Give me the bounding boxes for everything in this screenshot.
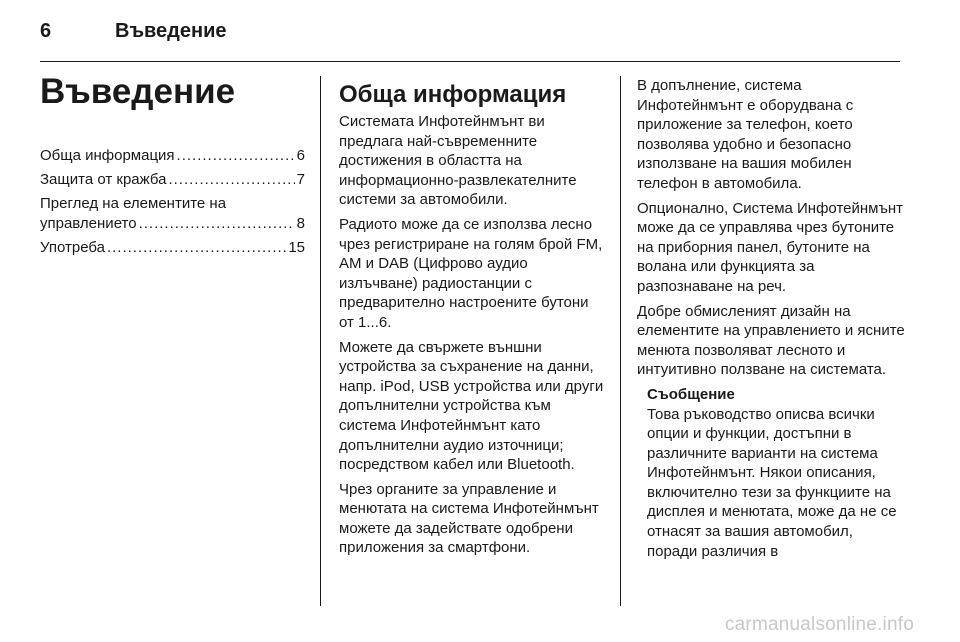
toc-page: 15 [288, 239, 305, 256]
page-number: 6 [40, 20, 52, 42]
toc-page: 6 [296, 147, 305, 164]
watermark: carmanualsonline.info [724, 614, 914, 635]
toc-entry-general-info[interactable] [40, 146, 305, 166]
toc-entry-controls-overview[interactable] [40, 194, 305, 234]
toc-leader-dots [139, 214, 295, 234]
toc-leader-dots [107, 238, 286, 258]
toc-label: Обща информация [40, 147, 175, 164]
note-box [647, 385, 907, 561]
toc-label-line1: Преглед на елементите на [40, 195, 227, 212]
section-column [339, 80, 607, 563]
paragraph: Опционално, Система Инфотейнмънт може да се управлява чрез бутоните на приборния панел, бутоните на волана или функцията за разпознаване на реч. [637, 199, 903, 295]
header-rule [40, 61, 900, 62]
toc-leader-dots [177, 146, 295, 166]
column-divider-right [620, 76, 621, 606]
toc-page: 8 [296, 215, 305, 232]
paragraph: Чрез органите за управление и менютата на система Инфотейнмънт можете да задействате одобрени приложения за смартфони. [339, 480, 599, 557]
toc-entry-usage[interactable] [40, 238, 305, 258]
table-of-contents [40, 146, 305, 262]
note-title: Съобщение [647, 385, 735, 403]
toc-label: управлението [40, 215, 137, 232]
toc-leader-dots [168, 170, 294, 190]
page-header [40, 16, 900, 52]
paragraph: Радиото може да се използва лесно чрез регистриране на голям брой FM, AM и DAB (Цифрово аудио излъчване) радиостанции с предварително настроените бутони от 1...6. [339, 215, 603, 331]
toc-page: 7 [296, 171, 305, 188]
section-title: Обща информация [339, 81, 567, 108]
chapter-title: Въведение [40, 72, 236, 111]
paragraph: Можете да свържете външни устройства за съхранение на данни, напр. iPod, USB устройства или други допълнителни устройства към система Инфотейнмънт като допълнителни аудио източници; посредством кабел или Bluetooth. [339, 338, 604, 474]
running-title: Въведение [115, 20, 227, 42]
continuation-column [637, 76, 907, 566]
paragraph: Системата Инфотейнмънт ви предлага най-съвременните достижения в областта на информационно-развлекателните системи за автомобили. [339, 113, 577, 209]
paragraph: В допълнение, система Инфотейнмънт е оборудвана с приложение за телефон, което позволява удобно и безопасно използване на вашия мобилен телефон в автомобила. [637, 77, 854, 192]
toc-entry-theft-protection[interactable] [40, 170, 305, 190]
toc-label: Употреба [40, 239, 105, 256]
paragraph: Добре обмисленият дизайн на елементите на управлението и ясните менюта позволяват лесното и интуитивно ползване на системата. [637, 302, 905, 379]
note-text: Това ръководство описва всички опции и функции, достъпни в различните варианти на система Инфотейнмънт. Някои описания, включително тези за функциите на дисплея и менютата, може да не се отнасят за вашия автомобил, поради различия в [647, 405, 897, 560]
column-divider-left [320, 76, 321, 606]
toc-label: Защита от кражба [40, 171, 167, 188]
